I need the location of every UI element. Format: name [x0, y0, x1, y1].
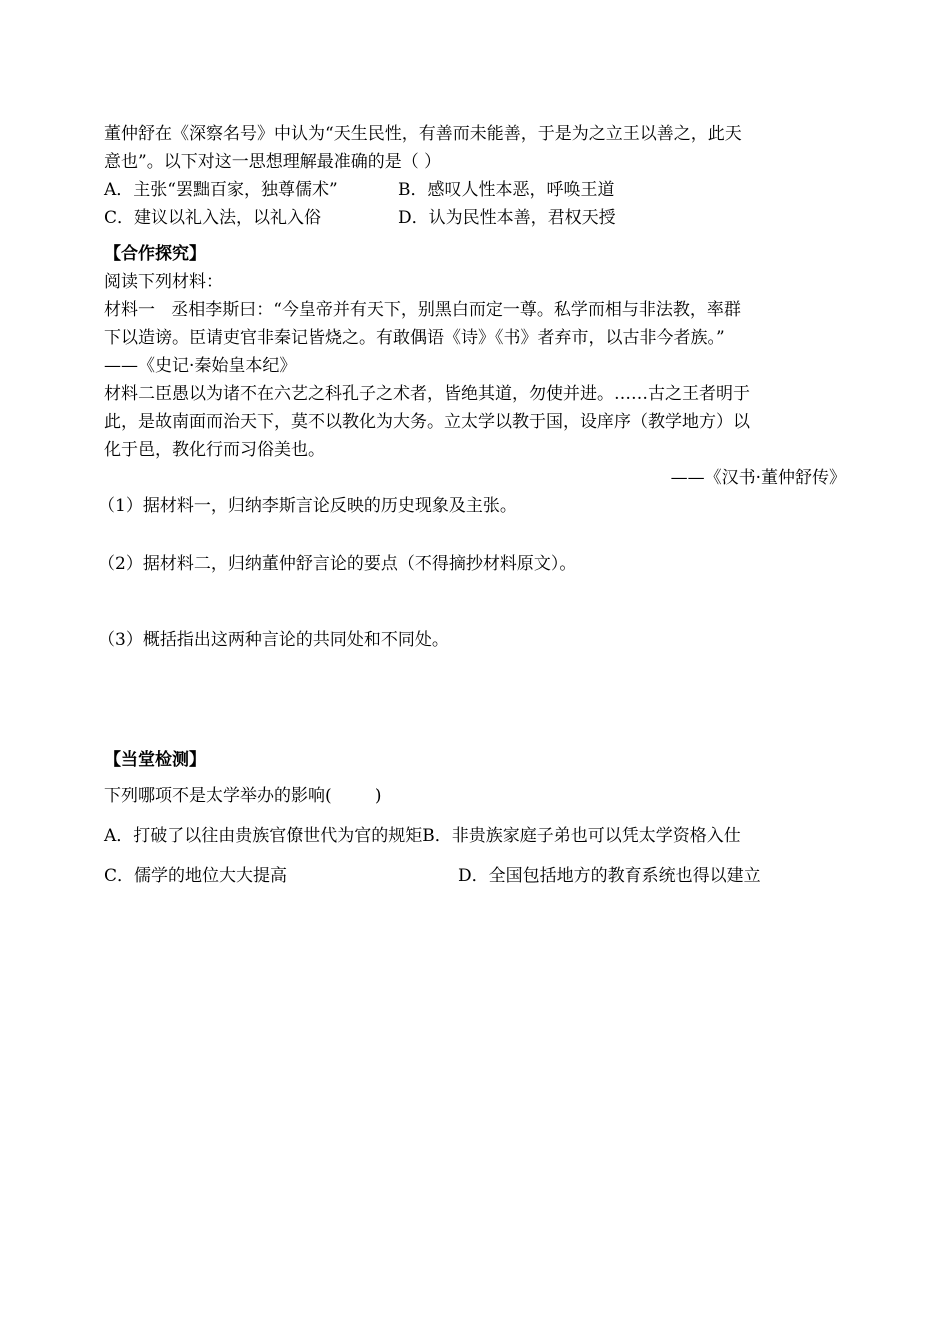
detect-stem: 下列哪项不是太学举办的影响( )	[104, 786, 382, 806]
section-heading-detect: 【当堂检测】	[104, 750, 206, 770]
q1-option-d: D．认为民性本善，君权天授	[398, 208, 616, 228]
material-1-line-1: 材料一 丞相李斯曰：“今皇帝并有天下，别黑白而定一尊。私学而相与非法教，率群	[104, 300, 741, 320]
q1-option-b: B．感叹人性本恶，呼唤王道	[398, 180, 615, 200]
material-2-source: ——《汉书·董仲舒传》	[670, 468, 846, 488]
material-1-line-2: 下以造谤。臣请吏官非秦记皆烧之。有敢偶语《诗》《书》者弃市，以古非今者族。”	[104, 328, 725, 348]
section-heading-explore: 【合作探究】	[104, 244, 206, 264]
classroom-test-section	[104, 746, 846, 890]
material-2-line-3: 化于邑，教化行而习俗美也。	[104, 440, 325, 460]
explore-question-2: （2）据材料二，归纳董仲舒言论的要点（不得摘抄材料原文）。	[98, 554, 577, 574]
material-1-source: ——《史记·秦始皇本纪》	[104, 356, 297, 376]
detect-option-b: B．非贵族家庭子弟也可以凭太学资格入仕	[422, 826, 741, 846]
detect-options-row-2	[104, 862, 846, 890]
material-2-line-2: 此，是故南面而治天下，莫不以教化为大务。立太学以教于国，设庠序（教学地方）以	[104, 412, 750, 432]
q1-options-row-1	[104, 176, 846, 204]
explore-intro: 阅读下列材料：	[104, 272, 223, 292]
worksheet-page	[98, 120, 846, 890]
detect-option-c: C．儒学的地位大大提高	[104, 866, 288, 886]
explore-question-3: （3）概括指出这两种言论的共同处和不同处。	[98, 630, 449, 650]
explore-question-1: （1）据材料一，归纳李斯言论反映的历史现象及主张。	[98, 496, 517, 516]
q1-options-row-2	[104, 204, 846, 232]
cooperative-exploration-section	[98, 240, 846, 654]
q1-option-c: C．建议以礼入法，以礼入俗	[104, 208, 322, 228]
q1-stem-line-2: 意也”。以下对这一思想理解最准确的是（ ）	[104, 152, 442, 172]
question-1	[104, 120, 846, 232]
detect-options-row-1	[104, 822, 846, 850]
detect-option-d: D．全国包括地方的教育系统也得以建立	[458, 866, 761, 886]
material-2-line-1: 材料二臣愚以为诸不在六艺之科孔子之术者，皆绝其道，勿使并进。……古之王者明于	[104, 384, 750, 404]
q1-stem-line-1: 董仲舒在《深察名号》中认为“天生民性，有善而未能善，于是为之立王以善之，此天	[104, 124, 742, 144]
detect-option-a: A．打破了以往由贵族官僚世代为官的规矩	[104, 826, 423, 846]
q1-option-a: A．主张“罢黜百家，独尊儒术”	[104, 180, 338, 200]
